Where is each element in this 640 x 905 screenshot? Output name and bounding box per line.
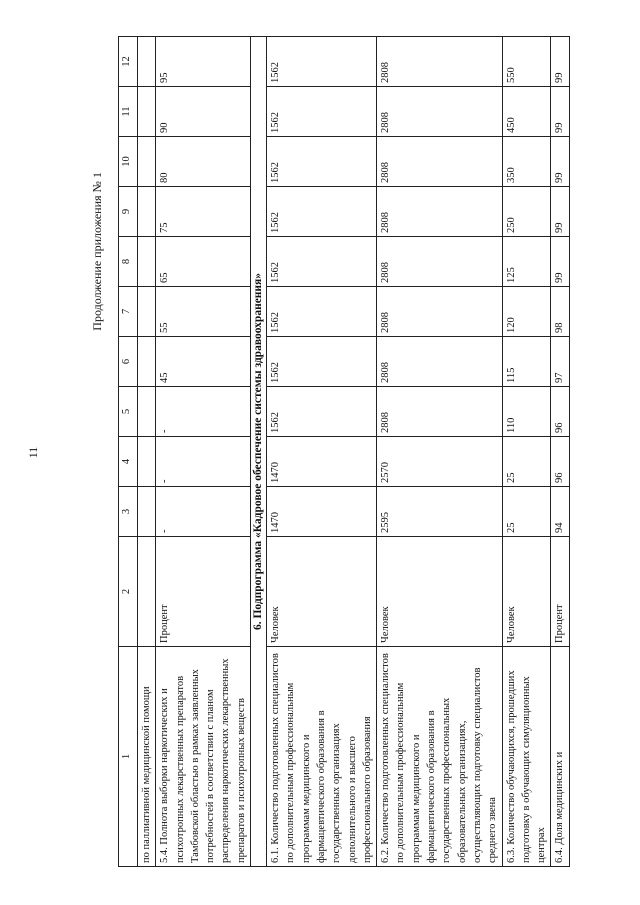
value-cell: 1562 (267, 187, 377, 237)
value-cell: - (156, 387, 251, 437)
indicator-name: 5.4. Полнота выборки наркотических и психотропных лекарственных препаратов Тамбовской областью в рамках заявленных потребностей в соответствии с планом распределения наркотических лекарственных препаратов и психотропных веществ (156, 647, 251, 867)
table-row (267, 37, 377, 867)
value-cell: 80 (156, 137, 251, 187)
value-cell: 65 (156, 237, 251, 287)
value-cell: 2808 (377, 87, 502, 137)
table-row (156, 37, 251, 867)
unit-cell: Процент (551, 537, 569, 647)
value-cell (138, 137, 156, 187)
value-cell: 25 (502, 437, 551, 487)
indicators-table (118, 36, 570, 867)
value-cell (138, 437, 156, 487)
value-cell (138, 337, 156, 387)
value-cell: 1470 (267, 437, 377, 487)
table-row (138, 37, 156, 867)
value-cell (138, 387, 156, 437)
value-cell: 1470 (267, 487, 377, 537)
table-row (377, 37, 502, 867)
column-header: 2 (119, 537, 138, 647)
value-cell: 25 (502, 487, 551, 537)
value-cell: 99 (551, 187, 569, 237)
value-cell: 110 (502, 387, 551, 437)
value-cell: 1562 (267, 237, 377, 287)
value-cell: 99 (551, 237, 569, 287)
indicator-name: 6.2. Количество подготовленных специалистов по дополнительным профессиональным программам медицинского и фармацевтического образования в государственных профессиональных образовательных организациях, осуществляющих подготовку специалистов среднего звена (377, 647, 502, 867)
value-cell: 1562 (267, 337, 377, 387)
value-cell: 45 (156, 337, 251, 387)
value-cell: 250 (502, 187, 551, 237)
value-cell: 115 (502, 337, 551, 387)
value-cell: 550 (502, 37, 551, 87)
column-header: 12 (119, 37, 138, 87)
column-header: 1 (119, 647, 138, 867)
unit-cell: Человек (502, 537, 551, 647)
table-row (502, 37, 551, 867)
value-cell: 98 (551, 287, 569, 337)
column-header: 3 (119, 487, 138, 537)
value-cell: 1562 (267, 137, 377, 187)
section-title: 6. Подпрограмма «Кадровое обеспечение системы здравоохранения» (251, 37, 267, 867)
value-cell (138, 37, 156, 87)
value-cell (138, 87, 156, 137)
column-header: 8 (119, 237, 138, 287)
indicator-name: 6.1. Количество подготовленных специалистов по дополнительным профессиональным программам медицинского и фармацевтического образования в государственных организациях дополнительного и высшего профессионального образования (267, 647, 377, 867)
value-cell: 2808 (377, 137, 502, 187)
value-cell: 2808 (377, 287, 502, 337)
section-row (251, 37, 267, 867)
value-cell: 99 (551, 87, 569, 137)
value-cell (138, 237, 156, 287)
indicator-name: 6.4. Доля медицинских и (551, 647, 569, 867)
unit-cell: Процент (156, 537, 251, 647)
column-header: 6 (119, 337, 138, 387)
unit-cell: Человек (267, 537, 377, 647)
column-header: 11 (119, 87, 138, 137)
value-cell: 94 (551, 487, 569, 537)
value-cell: 55 (156, 287, 251, 337)
header-row (119, 37, 138, 867)
value-cell: 2595 (377, 487, 502, 537)
column-header: 5 (119, 387, 138, 437)
value-cell: 450 (502, 87, 551, 137)
value-cell: 125 (502, 237, 551, 287)
value-cell: 97 (551, 337, 569, 387)
table-row (551, 37, 569, 867)
unit-cell (138, 537, 156, 647)
value-cell: 2808 (377, 337, 502, 387)
value-cell: 75 (156, 187, 251, 237)
page-number: 11 (26, 446, 40, 459)
value-cell: 99 (551, 37, 569, 87)
value-cell: 2808 (377, 37, 502, 87)
value-cell: 1562 (267, 287, 377, 337)
column-header: 10 (119, 137, 138, 187)
value-cell: 96 (551, 437, 569, 487)
value-cell (138, 487, 156, 537)
value-cell: 350 (502, 137, 551, 187)
value-cell (138, 187, 156, 237)
value-cell (138, 287, 156, 337)
value-cell: - (156, 437, 251, 487)
indicator-name: по паллиативной медицинской помощи (138, 647, 156, 867)
value-cell: 2808 (377, 387, 502, 437)
unit-cell: Человек (377, 537, 502, 647)
value-cell: 1562 (267, 387, 377, 437)
value-cell: 96 (551, 387, 569, 437)
value-cell: 1562 (267, 37, 377, 87)
value-cell: 95 (156, 37, 251, 87)
column-header: 9 (119, 187, 138, 237)
appendix-caption: Продолжение приложения № 1 (90, 172, 104, 331)
value-cell: 90 (156, 87, 251, 137)
value-cell: 2808 (377, 187, 502, 237)
column-header: 7 (119, 287, 138, 337)
value-cell: 120 (502, 287, 551, 337)
value-cell: 2808 (377, 237, 502, 287)
value-cell: - (156, 487, 251, 537)
value-cell: 99 (551, 137, 569, 187)
indicator-name: 6.3. Количество обучающихся, прошедших подготовку в обучающих симуляционных центрах (502, 647, 551, 867)
column-header: 4 (119, 437, 138, 487)
value-cell: 2570 (377, 437, 502, 487)
value-cell: 1562 (267, 87, 377, 137)
